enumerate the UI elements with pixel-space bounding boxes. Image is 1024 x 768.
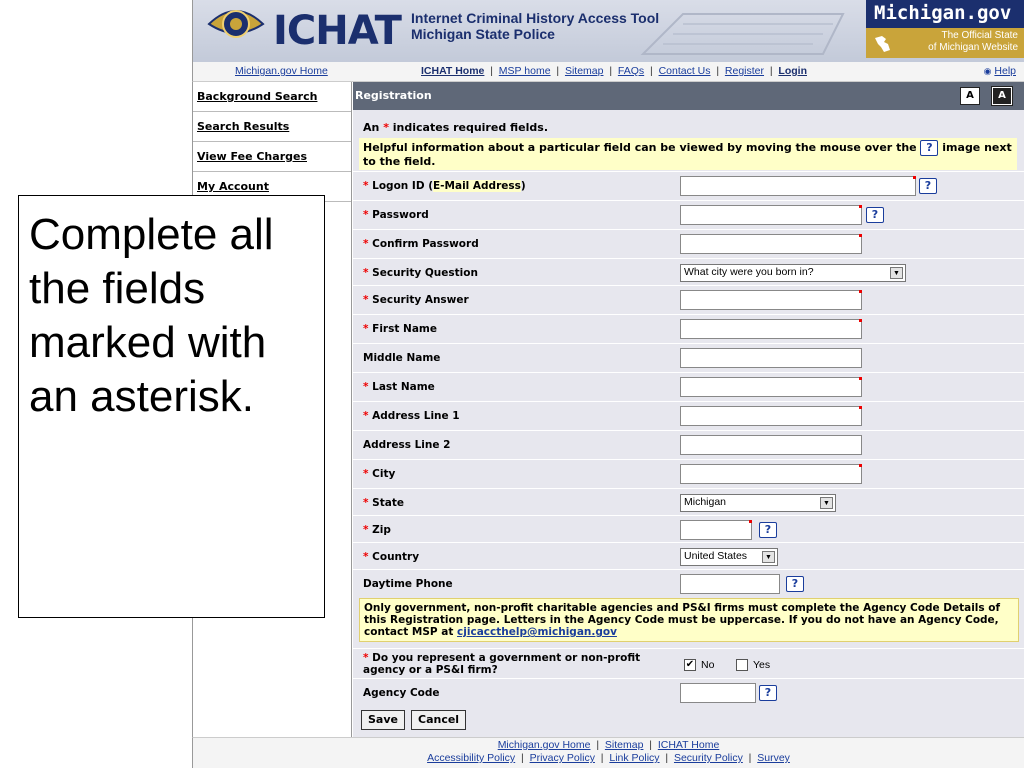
footer-security-policy[interactable]: Security Policy xyxy=(673,752,743,764)
form-row-confirm-password xyxy=(353,229,1024,258)
site-subtitle xyxy=(411,10,659,42)
nav-faqs[interactable]: FAQs xyxy=(617,65,645,77)
address-line-1-label-text: Address Line 1 xyxy=(372,410,460,422)
address-line-1-input[interactable] xyxy=(680,406,862,426)
country-label xyxy=(363,551,419,563)
sidebar-item-search-results[interactable] xyxy=(193,112,351,142)
zip-input[interactable] xyxy=(680,520,752,540)
asterisk: * xyxy=(363,468,369,480)
confirm-password-label-text: Confirm Password xyxy=(372,238,479,250)
registration-panel xyxy=(353,82,1024,737)
password-input[interactable] xyxy=(680,205,862,225)
asterisk: * xyxy=(363,238,369,250)
footer-line-2: Accessibility Policy | Privacy Policy | Link Policy | Security Policy | Survey xyxy=(427,752,790,764)
section-title-bar xyxy=(353,82,1024,110)
footer-survey[interactable]: Survey xyxy=(757,752,790,764)
security-answer-input[interactable] xyxy=(680,290,862,310)
password-label-text: Password xyxy=(372,209,429,221)
form-row-middle-name xyxy=(353,343,1024,372)
michigan-gov-title: Michigan.gov xyxy=(874,2,1012,24)
security-answer-label xyxy=(363,294,469,306)
form-row-security-answer xyxy=(353,285,1024,314)
state-label-text: State xyxy=(372,497,404,509)
zip-help-icon[interactable]: ? xyxy=(759,522,777,538)
nav-sitemap[interactable]: Sitemap xyxy=(564,65,604,77)
font-size-small-button[interactable]: A xyxy=(960,87,980,105)
form-row-address-line-2 xyxy=(353,430,1024,459)
country-select[interactable] xyxy=(680,548,778,566)
site-footer xyxy=(192,737,1024,768)
required-marker xyxy=(859,290,862,293)
form-row-address-line-1 xyxy=(353,401,1024,430)
nav-michigan-gov-home[interactable]: Michigan.gov Home xyxy=(235,65,328,77)
country-value: United States xyxy=(684,550,748,562)
asterisk: * xyxy=(363,323,369,335)
address-line-2-input[interactable] xyxy=(680,435,862,455)
help-info-note xyxy=(359,138,1017,170)
asterisk: * xyxy=(363,652,369,664)
site-header xyxy=(192,0,1024,62)
footer-sitemap[interactable]: Sitemap xyxy=(604,739,644,751)
asterisk: * xyxy=(363,381,369,393)
first-name-label xyxy=(363,323,437,335)
security-question-label xyxy=(363,267,478,279)
sidebar-item-label[interactable]: Search Results xyxy=(197,120,290,133)
form-row-logon-id xyxy=(353,171,1024,200)
agency-code-label: Agency Code xyxy=(363,687,440,699)
nav-help[interactable]: Help xyxy=(994,65,1016,77)
required-marker xyxy=(859,406,862,409)
agency-note-text: Only government, non-profit charitable agencies and PS&I firms must complete the Agency Code Details of this Registration page. Letters in the Agency Code must be uppercase. If you do not have an Agency Code, contact MSP at xyxy=(364,602,1001,638)
chevron-down-icon[interactable]: ▼ xyxy=(890,267,903,279)
confirm-password-input[interactable] xyxy=(680,234,862,254)
last-name-input[interactable] xyxy=(680,377,862,397)
asterisk: * xyxy=(363,497,369,509)
required-marker xyxy=(859,464,862,467)
represent-agency-label xyxy=(363,652,640,676)
agency-code-input[interactable] xyxy=(680,683,756,703)
city-input[interactable] xyxy=(680,464,862,484)
help-note-text-end: image next to the field. xyxy=(363,141,1012,168)
footer-link-policy[interactable]: Link Policy xyxy=(609,752,660,764)
help-link-wrapper[interactable] xyxy=(984,65,1016,77)
required-marker xyxy=(859,377,862,380)
tagline-line-2: of Michigan Website xyxy=(928,42,1018,53)
address-line-1-label xyxy=(363,410,460,422)
form-row-city xyxy=(353,459,1024,488)
form-row-first-name xyxy=(353,314,1024,343)
agency-code-help-icon[interactable]: ? xyxy=(759,685,777,701)
chevron-down-icon[interactable]: ▼ xyxy=(762,551,775,563)
tagline-line-1: The Official State xyxy=(941,30,1018,41)
help-note-text: Helpful information about a particular field can be viewed by moving the mouse over the xyxy=(363,141,921,154)
security-answer-label-text: Security Answer xyxy=(372,294,469,306)
state-label xyxy=(363,497,404,509)
middle-name-input[interactable] xyxy=(680,348,862,368)
nav-ichat-home[interactable]: ICHAT Home xyxy=(421,65,485,77)
confirm-password-label xyxy=(363,238,479,250)
yes-checkbox-label: Yes xyxy=(753,659,771,671)
sidebar-item-label[interactable]: View Fee Charges xyxy=(197,150,307,163)
no-checkbox[interactable]: ✔ xyxy=(685,659,695,670)
country-label-text: Country xyxy=(372,551,420,563)
form-row-agency-code xyxy=(353,678,1024,707)
form-row-security-question xyxy=(353,258,1024,287)
form-row-zip xyxy=(353,515,1024,544)
footer-privacy-policy[interactable]: Privacy Policy xyxy=(529,752,595,764)
nav-contact-us[interactable]: Contact Us xyxy=(658,65,711,77)
required-marker xyxy=(859,319,862,322)
daytime-phone-label: Daytime Phone xyxy=(363,578,453,590)
last-name-label-text: Last Name xyxy=(372,381,435,393)
asterisk: * xyxy=(363,180,369,192)
security-question-select[interactable] xyxy=(680,264,906,282)
cancel-button[interactable]: Cancel xyxy=(411,710,466,730)
form-row-daytime-phone xyxy=(353,569,1024,598)
footer-line-1: Michigan.gov Home | Sitemap | ICHAT Home xyxy=(497,739,720,751)
yes-checkbox[interactable] xyxy=(736,659,748,671)
asterisk: * xyxy=(363,294,369,306)
michigan-gov-banner[interactable] xyxy=(866,0,1024,58)
nav-register[interactable]: Register xyxy=(724,65,765,77)
section-title: Registration xyxy=(355,89,432,102)
subtitle-line-1: Internet Criminal History Access Tool xyxy=(411,10,660,26)
security-question-value: What city were you born in? xyxy=(684,266,814,278)
required-marker xyxy=(859,234,862,237)
michigan-gov-tagline xyxy=(896,30,1018,54)
footer-accessibility-policy[interactable]: Accessibility Policy xyxy=(427,752,516,764)
font-size-large-button[interactable]: A xyxy=(992,87,1012,105)
form-row-last-name xyxy=(353,372,1024,401)
logon-id-help-icon[interactable]: ? xyxy=(919,178,937,194)
ichat-logo[interactable]: ICHAT xyxy=(273,8,401,54)
michigan-gov-tagline-band xyxy=(866,28,1024,58)
footer-michigan-gov-home[interactable]: Michigan.gov Home xyxy=(497,739,591,751)
required-marker xyxy=(749,520,752,523)
first-name-label-text: First Name xyxy=(372,323,437,335)
help-question-icon: ? xyxy=(920,140,938,156)
logon-id-input[interactable] xyxy=(680,176,916,196)
city-label-text: City xyxy=(372,468,396,480)
michigan-state-police-seal-icon xyxy=(207,2,265,48)
asterisk: * xyxy=(363,551,369,563)
last-name-label xyxy=(363,381,435,393)
no-checkbox-label: No xyxy=(701,659,715,671)
nav-links: ICHAT Home | MSP home | Sitemap | FAQs | Contact Us | Register | Login xyxy=(421,65,807,77)
middle-name-label: Middle Name xyxy=(363,352,441,364)
represent-question-line-2: agency or a PS&I firm? xyxy=(363,664,498,676)
asterisk: * xyxy=(383,121,389,134)
form-row-country xyxy=(353,542,1024,571)
logon-id-label-highlight: E-Mail Address xyxy=(433,180,521,192)
nav-login[interactable]: Login xyxy=(778,65,807,77)
subtitle-line-2: Michigan State Police xyxy=(411,26,555,42)
city-label xyxy=(363,468,395,480)
asterisk: * xyxy=(363,410,369,422)
daytime-phone-input[interactable] xyxy=(680,574,780,594)
security-question-label-text: Security Question xyxy=(372,267,478,279)
required-note-text: An xyxy=(363,121,384,134)
agency-code-note xyxy=(359,598,1019,642)
required-note-text-end: indicates required fields. xyxy=(388,121,549,134)
address-line-2-label: Address Line 2 xyxy=(363,439,451,451)
required-marker xyxy=(913,176,916,179)
password-label xyxy=(363,209,429,221)
instruction-callout: Complete all the fields marked with an asterisk. xyxy=(18,195,325,618)
nav-msp-home[interactable]: MSP home xyxy=(498,65,551,77)
required-fields-note xyxy=(363,121,548,134)
michigan-map-icon xyxy=(872,32,894,54)
save-button[interactable]: Save xyxy=(361,710,405,730)
help-icon: ◉ xyxy=(983,66,992,76)
sidebar-item-view-fee-charges[interactable] xyxy=(193,142,351,172)
password-help-icon[interactable]: ? xyxy=(866,207,884,223)
asterisk: * xyxy=(363,209,369,221)
zip-label xyxy=(363,524,391,536)
form-row-password xyxy=(353,200,1024,229)
keyboard-graphic-icon xyxy=(623,4,863,58)
represent-question-line-1: Do you represent a government or non-profit xyxy=(372,652,641,664)
logon-id-label-text: Logon ID ( xyxy=(372,180,433,192)
daytime-phone-help-icon[interactable]: ? xyxy=(786,576,804,592)
required-marker xyxy=(859,205,862,208)
first-name-input[interactable] xyxy=(680,319,862,339)
footer-ichat-home[interactable]: ICHAT Home xyxy=(657,739,720,751)
logon-id-label-end: ) xyxy=(520,180,526,192)
agency-help-email-link[interactable]: cjicaccthelp@michigan.gov xyxy=(457,626,617,638)
asterisk: * xyxy=(363,524,369,536)
logon-id-label xyxy=(363,180,526,192)
state-select[interactable] xyxy=(680,494,836,512)
form-row-state xyxy=(353,488,1024,517)
asterisk: * xyxy=(363,267,369,279)
sidebar-item-background-search[interactable] xyxy=(193,82,351,112)
chevron-down-icon[interactable]: ▼ xyxy=(820,497,833,509)
zip-label-text: Zip xyxy=(372,524,391,536)
top-navigation xyxy=(192,62,1024,82)
sidebar-item-label[interactable]: Background Search xyxy=(197,90,318,103)
sidebar-item-label[interactable]: My Account xyxy=(197,180,269,193)
state-value: Michigan xyxy=(684,496,727,508)
